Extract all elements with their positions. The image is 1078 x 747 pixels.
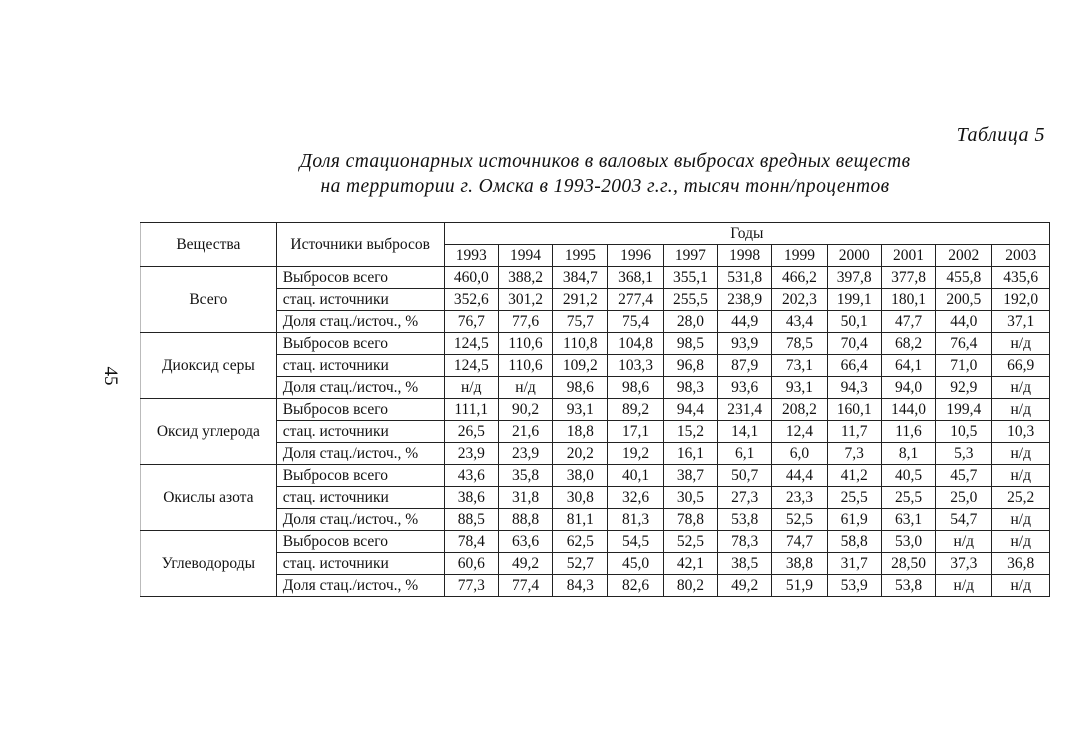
table-row (141, 531, 1050, 553)
value-cell: 76,4 (936, 333, 992, 355)
value-cell: 74,7 (772, 531, 827, 553)
substance-name: Диоксид серы (141, 333, 277, 399)
value-cell: 47,7 (881, 311, 935, 333)
value-cell: 37,1 (992, 311, 1050, 333)
header-year: 1994 (498, 245, 552, 267)
header-year: 1999 (772, 245, 827, 267)
value-cell: 6,0 (772, 443, 827, 465)
value-cell: 66,9 (992, 355, 1050, 377)
table-row (141, 289, 1050, 311)
value-cell: 28,0 (663, 311, 717, 333)
value-cell: н/д (992, 377, 1050, 399)
value-cell: 78,4 (444, 531, 498, 553)
value-cell: 31,7 (827, 553, 881, 575)
value-cell: 199,4 (936, 399, 992, 421)
table-label: Таблица 5 (956, 124, 1045, 146)
value-cell: 50,1 (827, 311, 881, 333)
value-cell: 38,0 (553, 465, 608, 487)
value-cell: 110,8 (553, 333, 608, 355)
value-cell: 63,1 (881, 509, 935, 531)
value-cell: 78,5 (772, 333, 827, 355)
value-cell: 18,8 (553, 421, 608, 443)
metric-label: Доля стац./источ., % (276, 509, 444, 531)
substance-name: Окислы азота (141, 465, 277, 531)
header-row-1 (141, 223, 1050, 245)
metric-label: стац. источники (276, 487, 444, 509)
value-cell: 200,5 (936, 289, 992, 311)
value-cell: 64,1 (881, 355, 935, 377)
value-cell: 192,0 (992, 289, 1050, 311)
table-row (141, 509, 1050, 531)
value-cell: 49,2 (498, 553, 552, 575)
metric-label: Доля стац./источ., % (276, 443, 444, 465)
value-cell: н/д (936, 575, 992, 597)
value-cell: 51,9 (772, 575, 827, 597)
value-cell: 63,6 (498, 531, 552, 553)
value-cell: 88,8 (498, 509, 552, 531)
table-row (141, 443, 1050, 465)
value-cell: 231,4 (718, 399, 772, 421)
value-cell: 277,4 (608, 289, 663, 311)
value-cell: 89,2 (608, 399, 663, 421)
value-cell: 41,2 (827, 465, 881, 487)
metric-label: Доля стац./источ., % (276, 377, 444, 399)
value-cell: 76,7 (444, 311, 498, 333)
value-cell: 23,9 (498, 443, 552, 465)
value-cell: 124,5 (444, 355, 498, 377)
value-cell: н/д (992, 575, 1050, 597)
value-cell: 71,0 (936, 355, 992, 377)
value-cell: 14,1 (718, 421, 772, 443)
value-cell: 82,6 (608, 575, 663, 597)
value-cell: н/д (444, 377, 498, 399)
value-cell: 75,7 (553, 311, 608, 333)
value-cell: 54,7 (936, 509, 992, 531)
value-cell: 199,1 (827, 289, 881, 311)
metric-label: Доля стац./источ., % (276, 575, 444, 597)
value-cell: 81,3 (608, 509, 663, 531)
value-cell: 25,0 (936, 487, 992, 509)
value-cell: 460,0 (444, 267, 498, 289)
value-cell: 238,9 (718, 289, 772, 311)
metric-label: Выбросов всего (276, 399, 444, 421)
value-cell: 53,0 (881, 531, 935, 553)
value-cell: 88,5 (444, 509, 498, 531)
value-cell: 58,8 (827, 531, 881, 553)
value-cell: 23,9 (444, 443, 498, 465)
value-cell: н/д (498, 377, 552, 399)
value-cell: 124,5 (444, 333, 498, 355)
substance-name: Углеводороды (141, 531, 277, 597)
value-cell: 15,2 (663, 421, 717, 443)
value-cell: 12,4 (772, 421, 827, 443)
value-cell: 94,0 (881, 377, 935, 399)
value-cell: 16,1 (663, 443, 717, 465)
value-cell: 66,4 (827, 355, 881, 377)
value-cell: 35,8 (498, 465, 552, 487)
value-cell: 40,1 (608, 465, 663, 487)
table-row (141, 377, 1050, 399)
value-cell: 435,6 (992, 267, 1050, 289)
value-cell: 78,3 (718, 531, 772, 553)
metric-label: стац. источники (276, 355, 444, 377)
value-cell: 397,8 (827, 267, 881, 289)
header-year: 2000 (827, 245, 881, 267)
value-cell: 54,5 (608, 531, 663, 553)
table-row (141, 487, 1050, 509)
header-sources: Источники выбросов (276, 223, 444, 267)
value-cell: 96,8 (663, 355, 717, 377)
header-year: 2002 (936, 245, 992, 267)
value-cell: 52,7 (553, 553, 608, 575)
value-cell: 36,8 (992, 553, 1050, 575)
value-cell: 27,3 (718, 487, 772, 509)
header-substances: Вещества (141, 223, 277, 267)
value-cell: 53,9 (827, 575, 881, 597)
value-cell: 28,50 (881, 553, 935, 575)
value-cell: 38,8 (772, 553, 827, 575)
value-cell: 384,7 (553, 267, 608, 289)
value-cell: 77,4 (498, 575, 552, 597)
table-row (141, 355, 1050, 377)
value-cell: 255,5 (663, 289, 717, 311)
value-cell: 30,5 (663, 487, 717, 509)
value-cell: 377,8 (881, 267, 935, 289)
metric-label: стац. источники (276, 289, 444, 311)
value-cell: 144,0 (881, 399, 935, 421)
value-cell: 60,6 (444, 553, 498, 575)
value-cell: 44,0 (936, 311, 992, 333)
value-cell: 38,6 (444, 487, 498, 509)
table-row (141, 311, 1050, 333)
value-cell: 11,7 (827, 421, 881, 443)
value-cell: 32,6 (608, 487, 663, 509)
value-cell: н/д (992, 399, 1050, 421)
value-cell: 94,3 (827, 377, 881, 399)
value-cell: 352,6 (444, 289, 498, 311)
value-cell: 20,2 (553, 443, 608, 465)
value-cell: 8,1 (881, 443, 935, 465)
value-cell: 87,9 (718, 355, 772, 377)
table-row (141, 333, 1050, 355)
table-row (141, 267, 1050, 289)
table-row (141, 421, 1050, 443)
page-number: 45 (100, 366, 121, 386)
value-cell: 98,3 (663, 377, 717, 399)
table-body (141, 267, 1050, 597)
value-cell: 368,1 (608, 267, 663, 289)
value-cell: 26,5 (444, 421, 498, 443)
value-cell: 160,1 (827, 399, 881, 421)
value-cell: 98,5 (663, 333, 717, 355)
metric-label: Выбросов всего (276, 267, 444, 289)
value-cell: 93,6 (718, 377, 772, 399)
value-cell: 44,4 (772, 465, 827, 487)
table-row (141, 465, 1050, 487)
header-year: 1996 (608, 245, 663, 267)
substance-name: Всего (141, 267, 277, 333)
header-years-group: Годы (444, 223, 1049, 245)
value-cell: 40,5 (881, 465, 935, 487)
value-cell: 109,2 (553, 355, 608, 377)
value-cell: н/д (992, 443, 1050, 465)
value-cell: 208,2 (772, 399, 827, 421)
value-cell: 53,8 (881, 575, 935, 597)
value-cell: 30,8 (553, 487, 608, 509)
value-cell: 291,2 (553, 289, 608, 311)
metric-label: Доля стац./источ., % (276, 311, 444, 333)
value-cell: 388,2 (498, 267, 552, 289)
value-cell: 93,9 (718, 333, 772, 355)
value-cell: 84,3 (553, 575, 608, 597)
metric-label: Выбросов всего (276, 465, 444, 487)
value-cell: 52,5 (663, 531, 717, 553)
value-cell: 110,6 (498, 355, 552, 377)
value-cell: 31,8 (498, 487, 552, 509)
value-cell: 50,7 (718, 465, 772, 487)
value-cell: 80,2 (663, 575, 717, 597)
value-cell: 81,1 (553, 509, 608, 531)
value-cell: 466,2 (772, 267, 827, 289)
value-cell: 10,3 (992, 421, 1050, 443)
value-cell: 37,3 (936, 553, 992, 575)
value-cell: 104,8 (608, 333, 663, 355)
value-cell: 103,3 (608, 355, 663, 377)
value-cell: 75,4 (608, 311, 663, 333)
table-row (141, 553, 1050, 575)
table-row (141, 575, 1050, 597)
value-cell: 93,1 (553, 399, 608, 421)
value-cell: 77,3 (444, 575, 498, 597)
value-cell: 531,8 (718, 267, 772, 289)
value-cell: 94,4 (663, 399, 717, 421)
value-cell: 68,2 (881, 333, 935, 355)
value-cell: 38,5 (718, 553, 772, 575)
value-cell: 44,9 (718, 311, 772, 333)
value-cell: 45,0 (608, 553, 663, 575)
value-cell: 93,1 (772, 377, 827, 399)
value-cell: 42,1 (663, 553, 717, 575)
metric-label: стац. источники (276, 421, 444, 443)
value-cell: н/д (992, 531, 1050, 553)
value-cell: 49,2 (718, 575, 772, 597)
metric-label: стац. источники (276, 553, 444, 575)
value-cell: н/д (992, 333, 1050, 355)
value-cell: 111,1 (444, 399, 498, 421)
header-year: 1998 (718, 245, 772, 267)
table-title-line-1: Доля стационарных источников в валовых выбросах вредных веществ (299, 151, 911, 172)
value-cell: 25,5 (827, 487, 881, 509)
value-cell: 355,1 (663, 267, 717, 289)
value-cell: 62,5 (553, 531, 608, 553)
value-cell: 92,9 (936, 377, 992, 399)
value-cell: 301,2 (498, 289, 552, 311)
value-cell: 78,8 (663, 509, 717, 531)
value-cell: 53,8 (718, 509, 772, 531)
value-cell: 77,6 (498, 311, 552, 333)
header-year: 2001 (881, 245, 935, 267)
value-cell: 202,3 (772, 289, 827, 311)
table-row (141, 399, 1050, 421)
table-title-line-2: на территории г. Омска в 1993-2003 г.г., тысяч тонн/процентов (320, 176, 890, 197)
value-cell: 23,3 (772, 487, 827, 509)
value-cell: 73,1 (772, 355, 827, 377)
value-cell: 10,5 (936, 421, 992, 443)
value-cell: 98,6 (608, 377, 663, 399)
value-cell: 70,4 (827, 333, 881, 355)
value-cell: 11,6 (881, 421, 935, 443)
value-cell: 19,2 (608, 443, 663, 465)
value-cell: 25,2 (992, 487, 1050, 509)
metric-label: Выбросов всего (276, 531, 444, 553)
header-year: 1997 (663, 245, 717, 267)
value-cell: 98,6 (553, 377, 608, 399)
value-cell: 17,1 (608, 421, 663, 443)
emissions-table (140, 222, 1050, 597)
value-cell: 6,1 (718, 443, 772, 465)
value-cell: 52,5 (772, 509, 827, 531)
table-header (141, 223, 1050, 267)
substance-name: Оксид углерода (141, 399, 277, 465)
header-year: 2003 (992, 245, 1050, 267)
value-cell: 38,7 (663, 465, 717, 487)
header-year: 1995 (553, 245, 608, 267)
value-cell: 61,9 (827, 509, 881, 531)
value-cell: 25,5 (881, 487, 935, 509)
metric-label: Выбросов всего (276, 333, 444, 355)
value-cell: н/д (936, 531, 992, 553)
value-cell: 45,7 (936, 465, 992, 487)
value-cell: 455,8 (936, 267, 992, 289)
value-cell: 43,6 (444, 465, 498, 487)
value-cell: н/д (992, 465, 1050, 487)
value-cell: 90,2 (498, 399, 552, 421)
value-cell: н/д (992, 509, 1050, 531)
header-year: 1993 (444, 245, 498, 267)
value-cell: 43,4 (772, 311, 827, 333)
value-cell: 7,3 (827, 443, 881, 465)
value-cell: 110,6 (498, 333, 552, 355)
value-cell: 180,1 (881, 289, 935, 311)
value-cell: 21,6 (498, 421, 552, 443)
value-cell: 5,3 (936, 443, 992, 465)
